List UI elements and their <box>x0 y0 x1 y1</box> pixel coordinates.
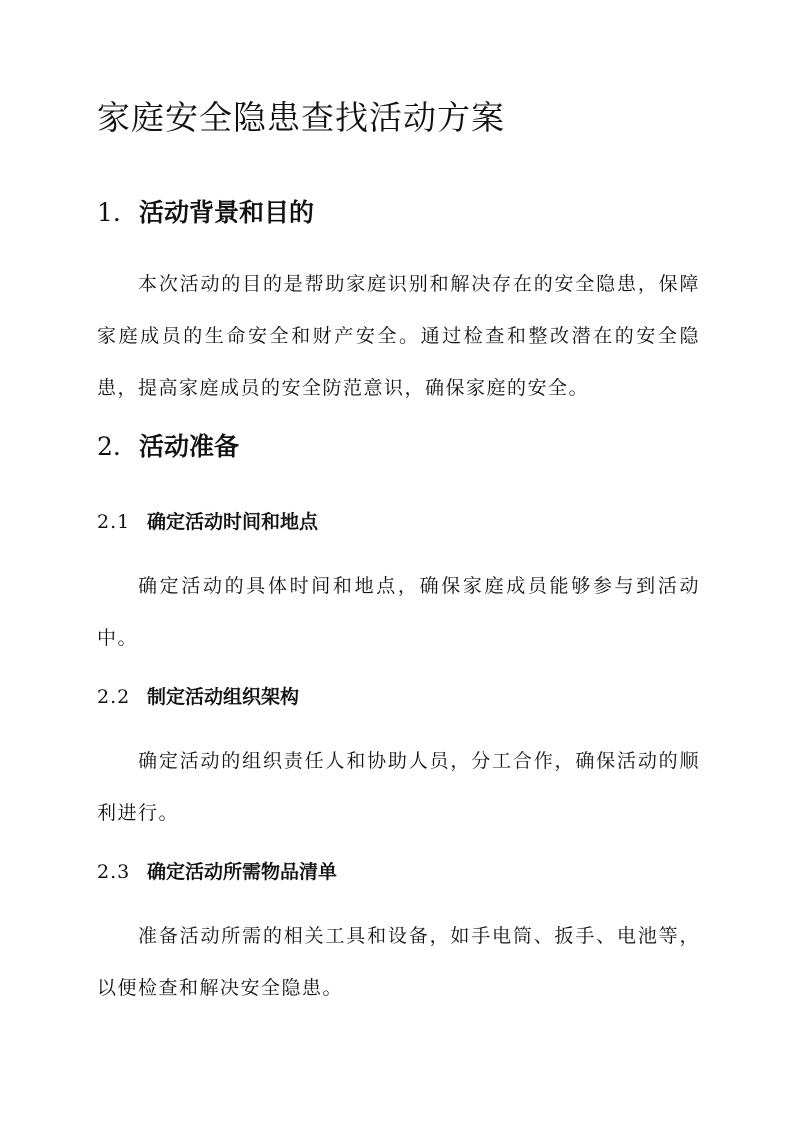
subsection-number: 2.2 <box>97 686 131 708</box>
section-number: 1. <box>97 198 121 227</box>
subsection-paragraph: 确定活动的组织责任人和协助人员，分工合作，确保活动的顺利进行。 <box>97 750 700 824</box>
subsection-number: 2.1 <box>97 511 131 533</box>
subsection-number: 2.3 <box>97 861 131 883</box>
subsection-paragraph: 确定活动的具体时间和地点，确保家庭成员能够参与到活动中。 <box>97 575 700 649</box>
subsection-title: 制定活动组织架构 <box>147 686 300 708</box>
subsection-heading <box>97 683 299 711</box>
section-heading <box>97 430 239 464</box>
section-paragraph: 本次活动的目的是帮助家庭识别和解决存在的安全隐患，保障家庭成员的生命安全和财产安全。通过检查和整改潜在的安全隐患，提高家庭成员的安全防范意识，确保家庭的安全。 <box>97 273 700 399</box>
subsection-title: 确定活动时间和地点 <box>147 511 319 533</box>
subsection-title: 确定活动所需物品清单 <box>147 861 338 883</box>
section-number: 2. <box>97 432 121 461</box>
subsection-heading <box>97 508 318 536</box>
section-heading <box>97 196 314 230</box>
subsection-paragraph: 准备活动所需的相关工具和设备，如手电筒、扳手、电池等，以便检查和解决安全隐患。 <box>97 925 700 999</box>
subsection-heading <box>97 858 337 886</box>
document-title: 家庭安全隐患查找活动方案 <box>97 98 505 137</box>
section-title: 活动准备 <box>139 432 240 461</box>
section-title: 活动背景和目的 <box>139 198 315 227</box>
